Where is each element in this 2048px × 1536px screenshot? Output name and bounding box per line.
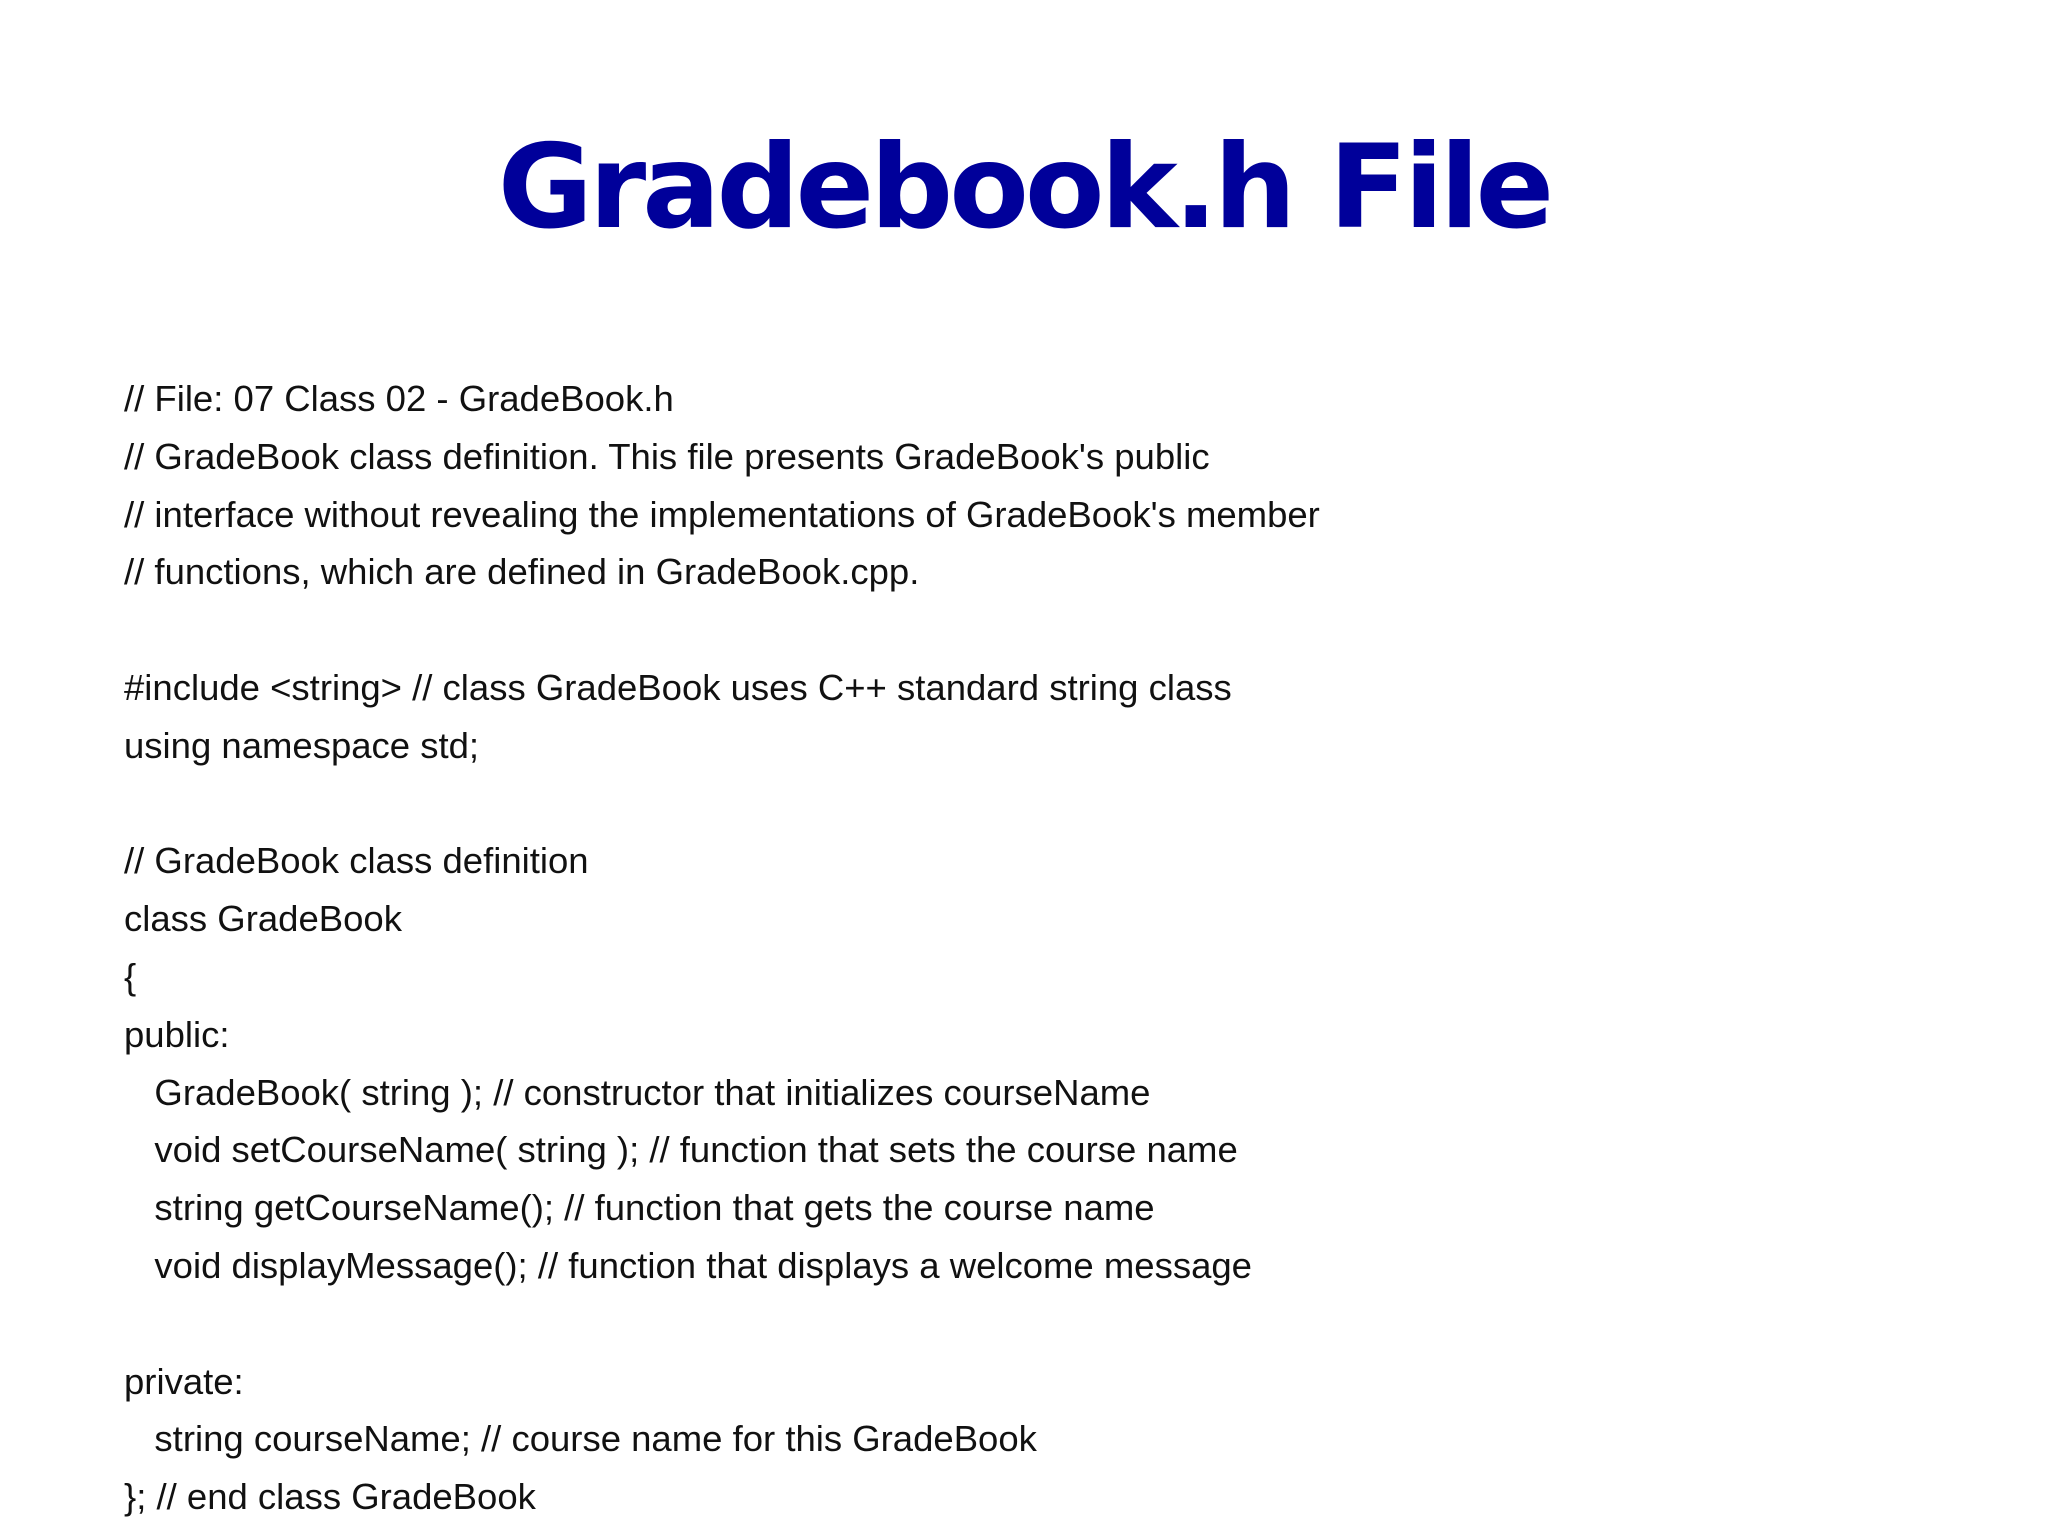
- code-line: class GradeBook: [124, 898, 402, 940]
- slide-title: Gradebook.h File: [497, 120, 1551, 255]
- code-line: string courseName; // course name for this GradeBook: [124, 1418, 1037, 1460]
- code-listing: [124, 370, 1924, 1526]
- code-line: using namespace std;: [124, 724, 480, 766]
- code-line: void setCourseName( string ); // function that sets the course name: [124, 1129, 1238, 1171]
- code-line: [124, 775, 1924, 833]
- code-line: public:: [124, 1013, 230, 1055]
- code-line: }; // end class GradeBook: [124, 1476, 536, 1518]
- code-line: void displayMessage(); // function that displays a welcome message: [124, 1244, 1252, 1286]
- code-line: private:: [124, 1360, 244, 1402]
- code-line: #include <string> // class GradeBook uses C++ standard string class: [124, 666, 1232, 708]
- code-line: // File: 07 Class 02 - GradeBook.h: [124, 378, 674, 419]
- code-line: [124, 601, 1924, 659]
- code-line: string getCourseName(); // function that gets the course name: [124, 1187, 1155, 1229]
- code-line: // GradeBook class definition. This file presents GradeBook's public: [124, 435, 1210, 477]
- code-line: GradeBook( string ); // constructor that initializes courseName: [124, 1071, 1151, 1113]
- code-line: // functions, which are defined in GradeBook.cpp.: [124, 551, 920, 593]
- code-line: {: [124, 955, 137, 997]
- code-line: // interface without revealing the implementations of GradeBook's member: [124, 493, 1320, 535]
- code-line: // GradeBook class definition: [124, 840, 589, 882]
- code-line: [124, 1295, 1924, 1353]
